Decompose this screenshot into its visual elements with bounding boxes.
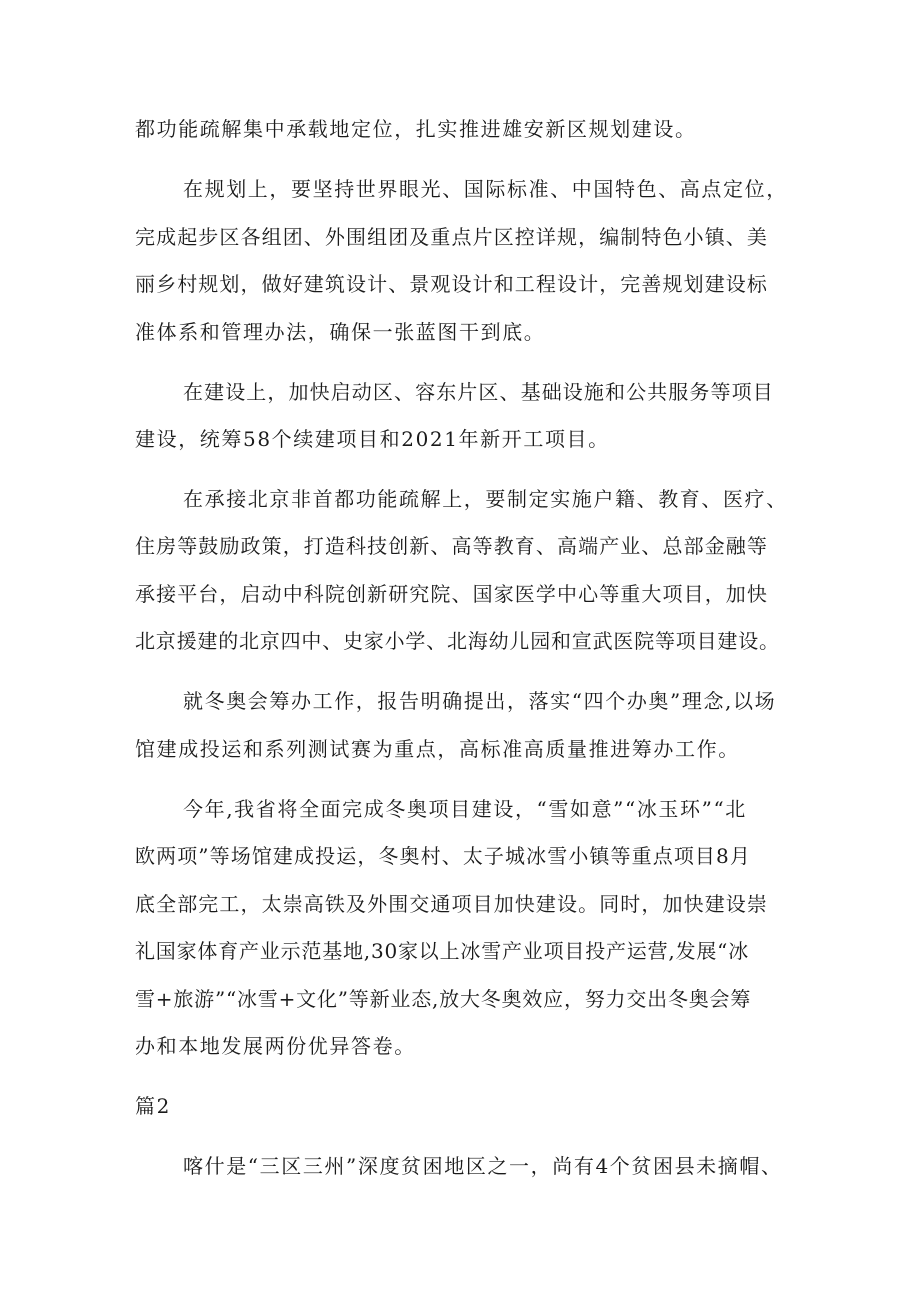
paragraph-first-line: 在建设上，加快启动区、容东片区、基础设施和公共服务等项目 — [183, 380, 774, 404]
paragraph-first-line: 在规划上，要坚持世界眼光、国际标准、中国特色、高点定位， — [183, 177, 788, 201]
paragraph-first-line: 在承接北京非首都功能疏解上，要制定实施户籍、教育、医疗、 — [183, 487, 788, 511]
body-text-line: 礼国家体育产业示范基地,30家以上冰雪产业项目投产运营,发展“冰 — [135, 939, 749, 963]
body-text-line: 雪+旅游”“冰雪+文化”等新业态,放大冬奥效应，努力交出冬奥会筹 — [135, 987, 752, 1011]
body-text-line: 准体系和管理办法，确保一张蓝图干到底。 — [135, 320, 546, 344]
paragraph-first-line: 今年,我省将全面完成冬奥项目建设，“雪如意”“冰玉环”“北 — [183, 797, 747, 821]
paragraph-first-line: 就冬奥会筹办工作，报告明确提出，落实“四个办奥”理念,以场 — [183, 689, 777, 713]
body-text-line: 北京援建的北京四中、史家小学、北海幼儿园和宣武医院等项目建设。 — [135, 629, 780, 653]
body-text-line: 丽乡村规划，做好建筑设计、景观设计和工程设计，完善规划建设标 — [135, 272, 768, 296]
paragraph-first-line: 喀什是“三区三州”深度贫困地区之一，尚有4个贫困县未摘帽、 — [183, 1154, 783, 1178]
body-text-line: 完成起步区各组团、外围组团及重点片区控详规，编制特色小镇、美 — [135, 225, 768, 249]
body-text-line: 承接平台，启动中科院创新研究院、国家医学中心等重大项目，加快 — [135, 582, 768, 606]
body-text-line: 底全部完工，太崇高铁及外围交通项目加快建设。同时，加快建设崇 — [135, 892, 768, 916]
body-text-line: 都功能疏解集中承载地定位，扎实推进雄安新区规划建设。 — [135, 117, 697, 141]
body-text-line: 欧两项”等场馆建成投运，冬奥村、太子城冰雪小镇等重点项目8月 — [135, 844, 751, 868]
body-text-line: 建设，统筹58个续建项目和2021年新开工项目。 — [135, 427, 610, 451]
body-text-line: 住房等鼓励政策，打造科技创新、高等教育、高端产业、总部金融等 — [135, 534, 768, 558]
body-text-line: 办和本地发展两份优异答卷。 — [135, 1034, 416, 1058]
body-text-line: 馆建成投运和系列测试赛为重点，高标准高质量推进筹办工作。 — [135, 737, 740, 761]
section-heading: 篇2 — [135, 1094, 171, 1118]
